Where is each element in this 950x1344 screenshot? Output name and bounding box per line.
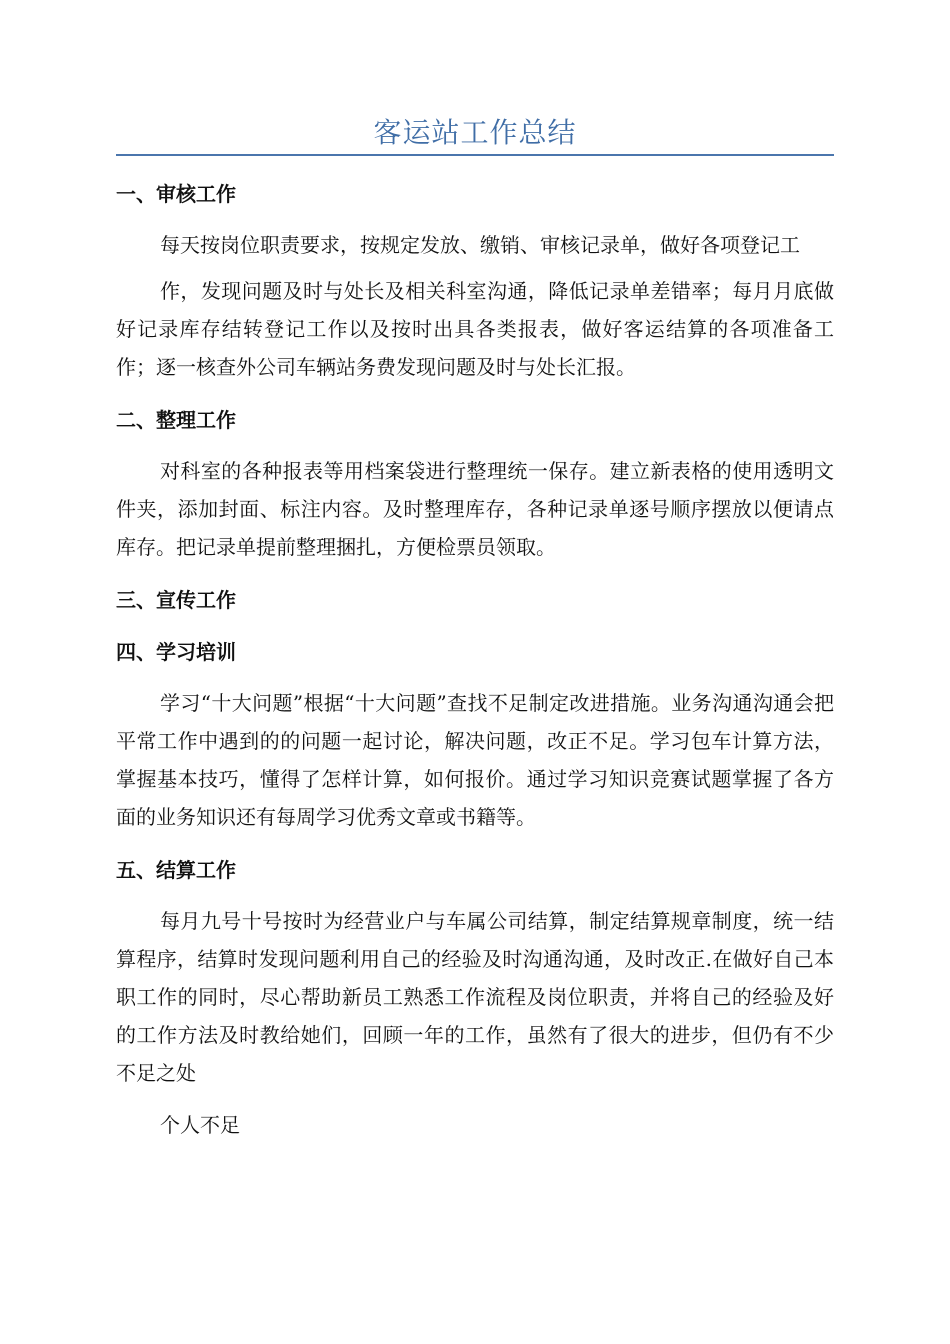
- paragraph: 每天按岗位职责要求，按规定发放、缴销、审核记录单，做好各项登记工: [160, 233, 800, 257]
- section-heading: 五、结算工作: [116, 858, 236, 882]
- document-body: [116, 174, 834, 1158]
- paragraph: 每月九号十号按时为经营业户与车属公司结算，制定结算规章制度，统一结算程序，结算时发现问题利用自己的经验及时沟通沟通，及时改正.在做好自己本职工作的同时，尽心帮助新员工熟悉工作流程及岗位职责，并将自己的经验及好的工作方法及时教给她们，回顾一年的工作，虽然有了很大的进步，但仍有不少不足之处: [116, 909, 834, 1085]
- paragraph: 个人不足: [160, 1113, 240, 1137]
- section-settlement: [116, 850, 834, 1144]
- paragraph: 学习“十大问题”根据“十大问题”查找不足制定改进措施。业务沟通沟通会把平常工作中遇到的的问题一起讨论，解决问题，改正不足。学习包车计算方法，掌握基本技巧，懂得了怎样计算，如何报价。通过学习知识竞赛试题掌握了各方面的业务知识还有每周学习优秀文章或书籍等。: [116, 691, 834, 829]
- section-training: [116, 632, 834, 836]
- section-heading: 二、整理工作: [116, 408, 236, 432]
- section-publicity: [116, 580, 834, 620]
- title-underline: [116, 154, 834, 156]
- section-heading: 四、学习培训: [116, 640, 236, 664]
- section-organize: [116, 400, 834, 566]
- section-audit: [116, 174, 834, 386]
- paragraph: 作，发现问题及时与处长及相关科室沟通，降低记录单差错率；每月月底做好记录库存结转登记工作以及按时出具各类报表，做好客运结算的各项准备工作；逐一核查外公司车辆站务费发现问题及时与处长汇报。: [116, 279, 834, 379]
- section-heading: 三、宣传工作: [116, 588, 236, 612]
- document-title: 客运站工作总结: [373, 116, 577, 149]
- section-heading: 一、审核工作: [116, 182, 236, 206]
- paragraph: 对科室的各种报表等用档案袋进行整理统一保存。建立新表格的使用透明文件夹，添加封面、标注内容。及时整理库存，各种记录单逐号顺序摆放以便请点库存。把记录单提前整理捆扎，方便检票员领取。: [116, 459, 834, 559]
